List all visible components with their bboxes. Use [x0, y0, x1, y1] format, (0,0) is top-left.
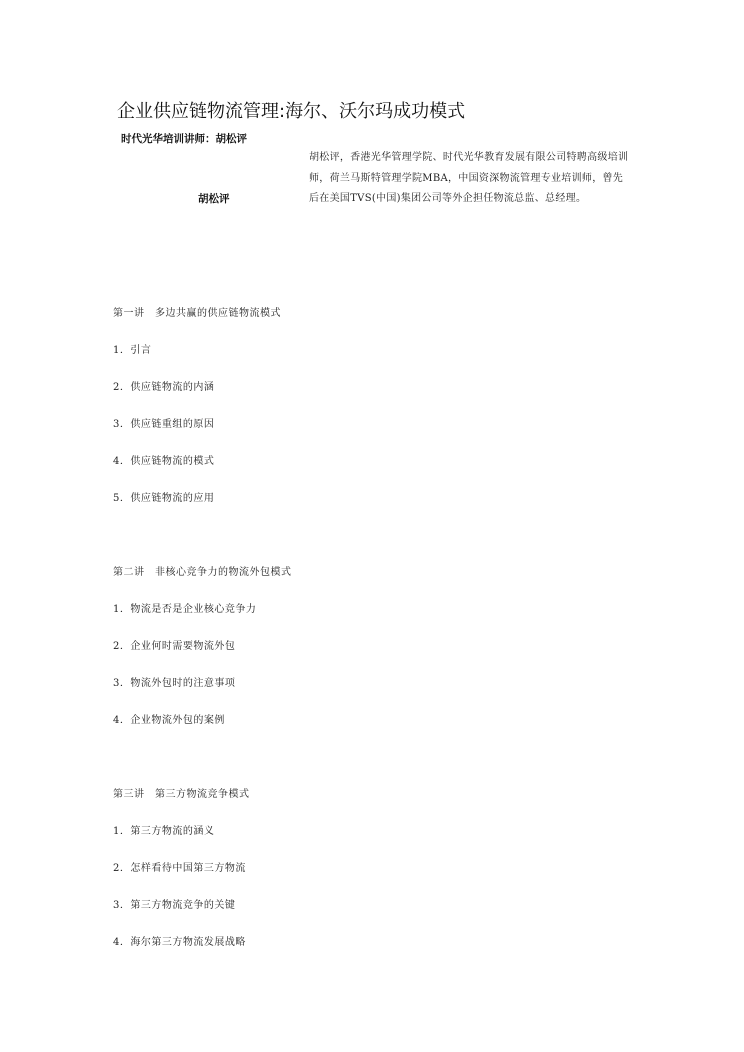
- list-item: 1．引言: [113, 345, 152, 356]
- list-item: 4．海尔第三方物流发展战略: [113, 937, 246, 948]
- list-item: 2．怎样看待中国第三方物流: [113, 863, 246, 874]
- lecture-heading: 第三讲 第三方物流竞争模式: [113, 789, 250, 800]
- list-item: 2．供应链物流的内涵: [113, 382, 215, 393]
- author-bio: 胡松评，香港光华管理学院、时代光华教育发展有限公司特聘高级培训师，荷兰马斯特管理学院MBA，中国资深物流管理专业培训师，曾先后在美国TVS(中国)集团公司等外企担任物流总监、总经理。: [309, 152, 629, 204]
- list-item: 3．物流外包时的注意事项: [113, 678, 236, 689]
- trainer-line: 时代光华培训讲师：胡松评: [121, 133, 247, 145]
- list-item: 2．企业何时需要物流外包: [113, 641, 236, 652]
- author-name: 胡松评: [198, 193, 230, 205]
- list-item: 1．第三方物流的涵义: [113, 826, 215, 837]
- page-title: 企业供应链物流管理:海尔、沃尔玛成功模式: [117, 101, 466, 122]
- lecture-heading: 第一讲 多边共赢的供应链物流模式: [113, 308, 281, 319]
- list-item: 3．供应链重组的原因: [113, 419, 215, 430]
- list-item: 3．第三方物流竞争的关键: [113, 900, 236, 911]
- list-item: 4．供应链物流的模式: [113, 456, 215, 467]
- lecture-heading: 第二讲 非核心竞争力的物流外包模式: [113, 567, 292, 578]
- list-item: 1．物流是否是企业核心竞争力: [113, 604, 257, 615]
- list-item: 5．供应链物流的应用: [113, 493, 215, 504]
- list-item: 4．企业物流外包的案例: [113, 715, 225, 726]
